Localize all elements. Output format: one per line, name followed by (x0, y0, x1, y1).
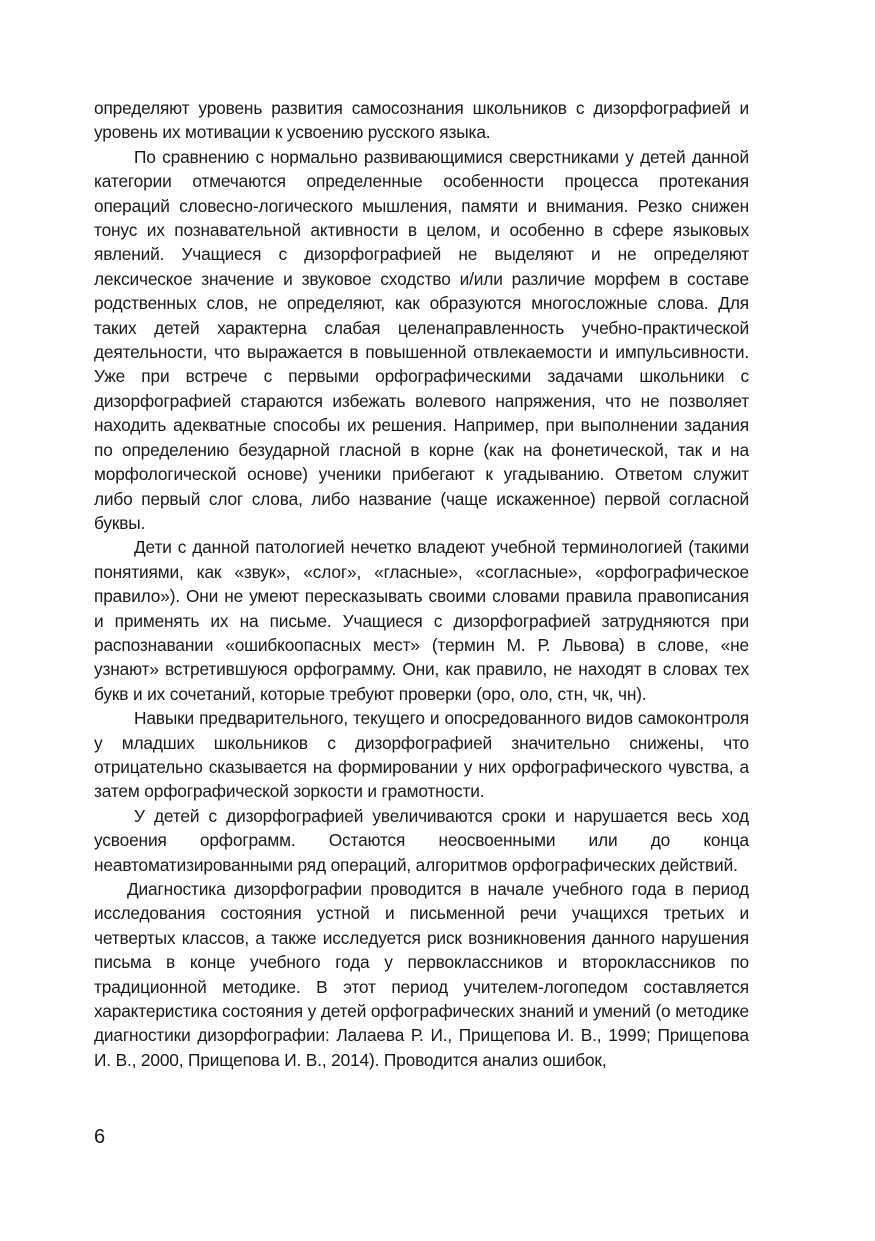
paragraph-6: Диагностика дизорфографии проводится в начале учебного года в период исследования состояния устной и письменной речи учащихся третьих и четвертых классов, а также исследуется риск возникновения данного нарушения письма в конце учебного года у первоклассников и второклассников по традиционной методике. В этот период учителем-логопедом составляется характеристика состояния у детей орфографических знаний и умений (о методике диагностики дизорфографии: Лалаева Р. И., Прищепова И. В., 1999; Прищепова И. В., 2000, Прищепова И. В., 2014). Проводится анализ ошибок, (94, 879, 749, 1070)
paragraph-5: У детей с дизорфографией увеличиваются сроки и нарушается весь ход усвоения орфограмм. Остаются неосвоенными или до конца неавтоматизированными ряд операций, алгоритмов орфографических действий. (94, 805, 749, 875)
page-number: 6 (94, 1126, 106, 1148)
page-body (94, 96, 749, 1072)
paragraph-1: определяют уровень развития самосознания школьников с дизорфографией и уровень их мотивации к усвоению русского языка. (94, 98, 749, 143)
paragraph-3: Дети с данной патологией нечетко владеют учебной терминологией (такими понятиями, как «звук», «слог», «гласные», «согласные», «орфографическое правило»). Они не умеют пересказывать своими словами правила правописания и применять их на письме. Учащиеся с дизорфографией затрудняются при распознавании «ошибкоопасных мест» (термин М. Р. Львова) в слове, «не узнают» встретившуюся орфограмму. Они, как правило, не находят в словах тех букв и их сочетаний, которые требуют проверки (оро, оло, стн, чк, чн). (94, 537, 749, 704)
paragraph-2: По сравнению с нормально развивающимися сверстниками у детей данной категории отмечаются определенные особенности процесса протекания операций словесно-логического мышления, памяти и внимания. Резко снижен тонус их познавательной активности в целом, и особенно в сфере языковых явлений. Учащиеся с дизорфографией не выделяют и не определяют лексическое значение и звуковое сходство и/или различие морфем в составе родственных слов, не определяют, как образуются многосложные слова. Для таких детей характерна слабая целенаправленность учебно-практической деятельности, что выражается в повышенной отвлекаемости и импульсивности. Уже при встрече с первыми орфографическими задачами школьники с дизорфографией стараются избежать волевого напряжения, что не позволяет находить адекватные способы их решения. Например, при выполнении задания по определению безударной гласной в корне (как на фонетической, так и на морфологической основе) ученики прибегают к угадыванию. Ответом служит либо первый слог слова, либо название (чаще искаженное) первой согласной буквы. (94, 146, 749, 533)
paragraph-4: Навыки предварительного, текущего и опосредованного видов самоконтроля у младших школьников с дизорфографией значительно снижены, что отрицательно сказывается на формировании у них орфографического чувства, а затем орфографической зоркости и грамотности. (94, 708, 749, 802)
